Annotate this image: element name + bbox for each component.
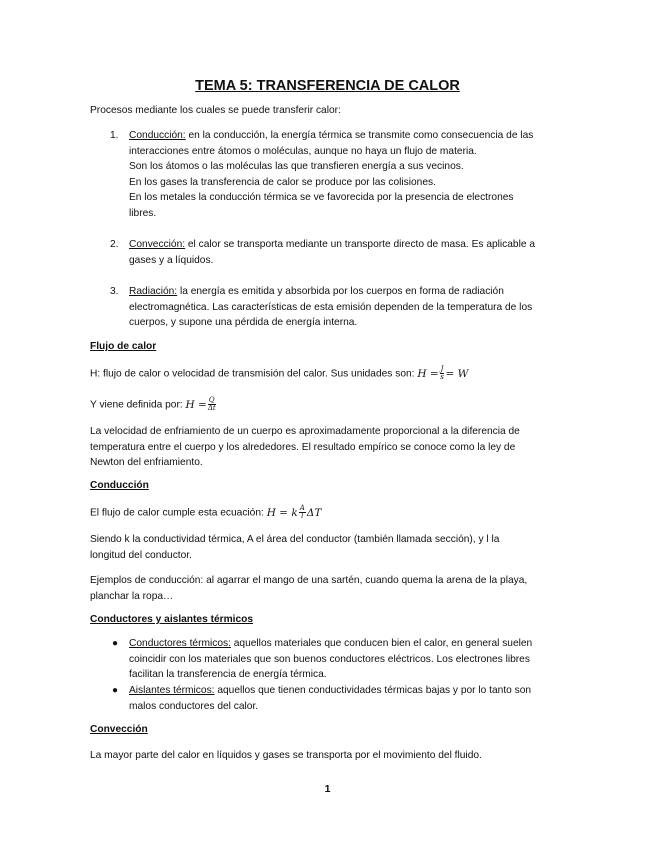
- list-item-text: el calor se transporta mediante un transporte directo de masa. Es aplicable a: [185, 239, 536, 250]
- bullet-text: aquellos materiales que conducen bien el calor, en general suelen: [230, 638, 533, 649]
- paragraph-line: Ejemplos de conducción: al agarrar el mango de una sartén, cuando quema la arena de la playa,: [90, 575, 528, 586]
- bullet-item-aislantes: [129, 683, 568, 714]
- eq-lhs: H = k: [266, 506, 298, 519]
- eq-numerator: J: [440, 365, 444, 373]
- bullet-text: coincidir con los materiales que son buenos conductores eléctricos. Los electrones libres: [129, 653, 530, 665]
- eq-fraction: [299, 505, 306, 520]
- paragraph-line: Newton del enfriamiento.: [90, 457, 203, 469]
- equation-conduccion: [266, 504, 322, 520]
- eq-denominator: s: [440, 373, 444, 381]
- bullet-dot: ●: [112, 685, 119, 696]
- conduccion-paragraph-2: [90, 573, 568, 604]
- paragraph-line: temperatura entre el cuerpo y los alrededores. El resultado empírico se conoce como la ley de: [90, 441, 516, 453]
- conduccion-equation-line: [90, 505, 568, 521]
- eq-rhs: = W: [445, 367, 469, 380]
- list-item-label: Conducción:: [129, 130, 186, 141]
- equation-units: [417, 365, 469, 381]
- list-item-conduccion: [129, 128, 568, 222]
- page-number: 1: [324, 783, 331, 795]
- equation-definition: [185, 396, 217, 412]
- eq-denominator: Δt: [207, 404, 216, 412]
- flujo-definition-text: Y viene definida por:: [90, 399, 186, 411]
- bullet-text: malos conductores del calor.: [129, 700, 259, 712]
- list-item-text: libres.: [129, 207, 157, 219]
- eq-denominator: l: [301, 512, 304, 520]
- flujo-paragraph: [90, 424, 568, 471]
- list-item-radiacion: [129, 284, 568, 331]
- section-heading-flujo: Flujo de calor: [90, 341, 157, 352]
- eq-numerator: A: [299, 504, 305, 512]
- conduccion-equation-text: El flujo de calor cumple esta ecuación:: [90, 507, 267, 519]
- list-item-text: la energía es emitida y absorbida por los cuerpos en forma de radiación: [177, 286, 504, 297]
- flujo-units-text: H: flujo de calor o velocidad de transmisión del calor. Sus unidades son:: [90, 368, 418, 380]
- list-number: 2.: [110, 239, 119, 250]
- list-item-text: Son los átomos o las moléculas las que transfieren energía a sus vecinos.: [129, 161, 464, 173]
- conveccion-text: La mayor parte del calor en líquidos y gases se transporta por el movimiento del fluido.: [90, 750, 482, 761]
- eq-numerator: Q: [208, 396, 215, 404]
- flujo-units-line: [90, 366, 568, 382]
- list-item-text: gases y a líquidos.: [129, 254, 214, 266]
- page-title: TEMA 5: TRANSFERENCIA DE CALOR: [195, 78, 460, 94]
- list-item-text: En los metales la conducción térmica se ve favorecida por la presencia de electrones: [129, 192, 514, 204]
- list-item-text: cuerpos, y supone una pérdida de energía interna.: [129, 317, 358, 329]
- eq-rhs: ΔT: [306, 506, 322, 519]
- intro-text: Procesos mediante los cuales se puede transferir calor:: [90, 105, 341, 116]
- bullet-label: Conductores térmicos:: [129, 638, 231, 649]
- paragraph-line: longitud del conductor.: [90, 549, 192, 561]
- section-heading-conductores: Conductores y aislantes térmicos: [90, 614, 254, 625]
- list-number: 1.: [110, 130, 119, 141]
- bullet-text: facilitan la transferencia de energía térmica.: [129, 669, 327, 681]
- list-item-label: Convección:: [129, 239, 186, 250]
- list-item-conveccion: [129, 237, 568, 268]
- section-heading-conduccion: Conducción: [90, 480, 149, 491]
- flujo-definition-line: [90, 397, 568, 413]
- paragraph-line: Siendo k la conductividad térmica, A el área del conductor (también llamada sección), y l la: [90, 534, 500, 545]
- bullet-text: aquellos que tienen conductividades térmicas bajas y por lo tanto son: [214, 685, 532, 696]
- list-item-text: interacciones entre átomos o moléculas, aunque no haya un flujo de materia.: [129, 145, 477, 157]
- eq-lhs: H =: [185, 398, 207, 411]
- list-item-label: Radiación:: [129, 286, 178, 297]
- list-item-text: En los gases la transferencia de calor se produce por las colisiones.: [129, 176, 436, 188]
- bullet-dot: ●: [112, 638, 119, 649]
- bullet-label: Aislantes térmicos:: [129, 685, 215, 696]
- paragraph-line: planchar la ropa…: [90, 590, 174, 602]
- eq-fraction: [208, 397, 216, 412]
- list-item-text: electromagnética. Las características de esta emisión dependen de la temperatura de los: [129, 301, 533, 313]
- list-number: 3.: [110, 286, 119, 297]
- list-item-text: en la conducción, la energía térmica se transmite como consecuencia de las: [185, 130, 534, 141]
- eq-fraction: [440, 366, 445, 381]
- paragraph-line: La velocidad de enfriamiento de un cuerpo es aproximadamente proporcional a la diferencia de: [90, 426, 520, 437]
- section-heading-conveccion: Convección: [90, 724, 148, 735]
- bullet-item-conductores: [129, 636, 568, 683]
- conduccion-paragraph-1: [90, 532, 568, 563]
- eq-lhs: H =: [417, 367, 439, 380]
